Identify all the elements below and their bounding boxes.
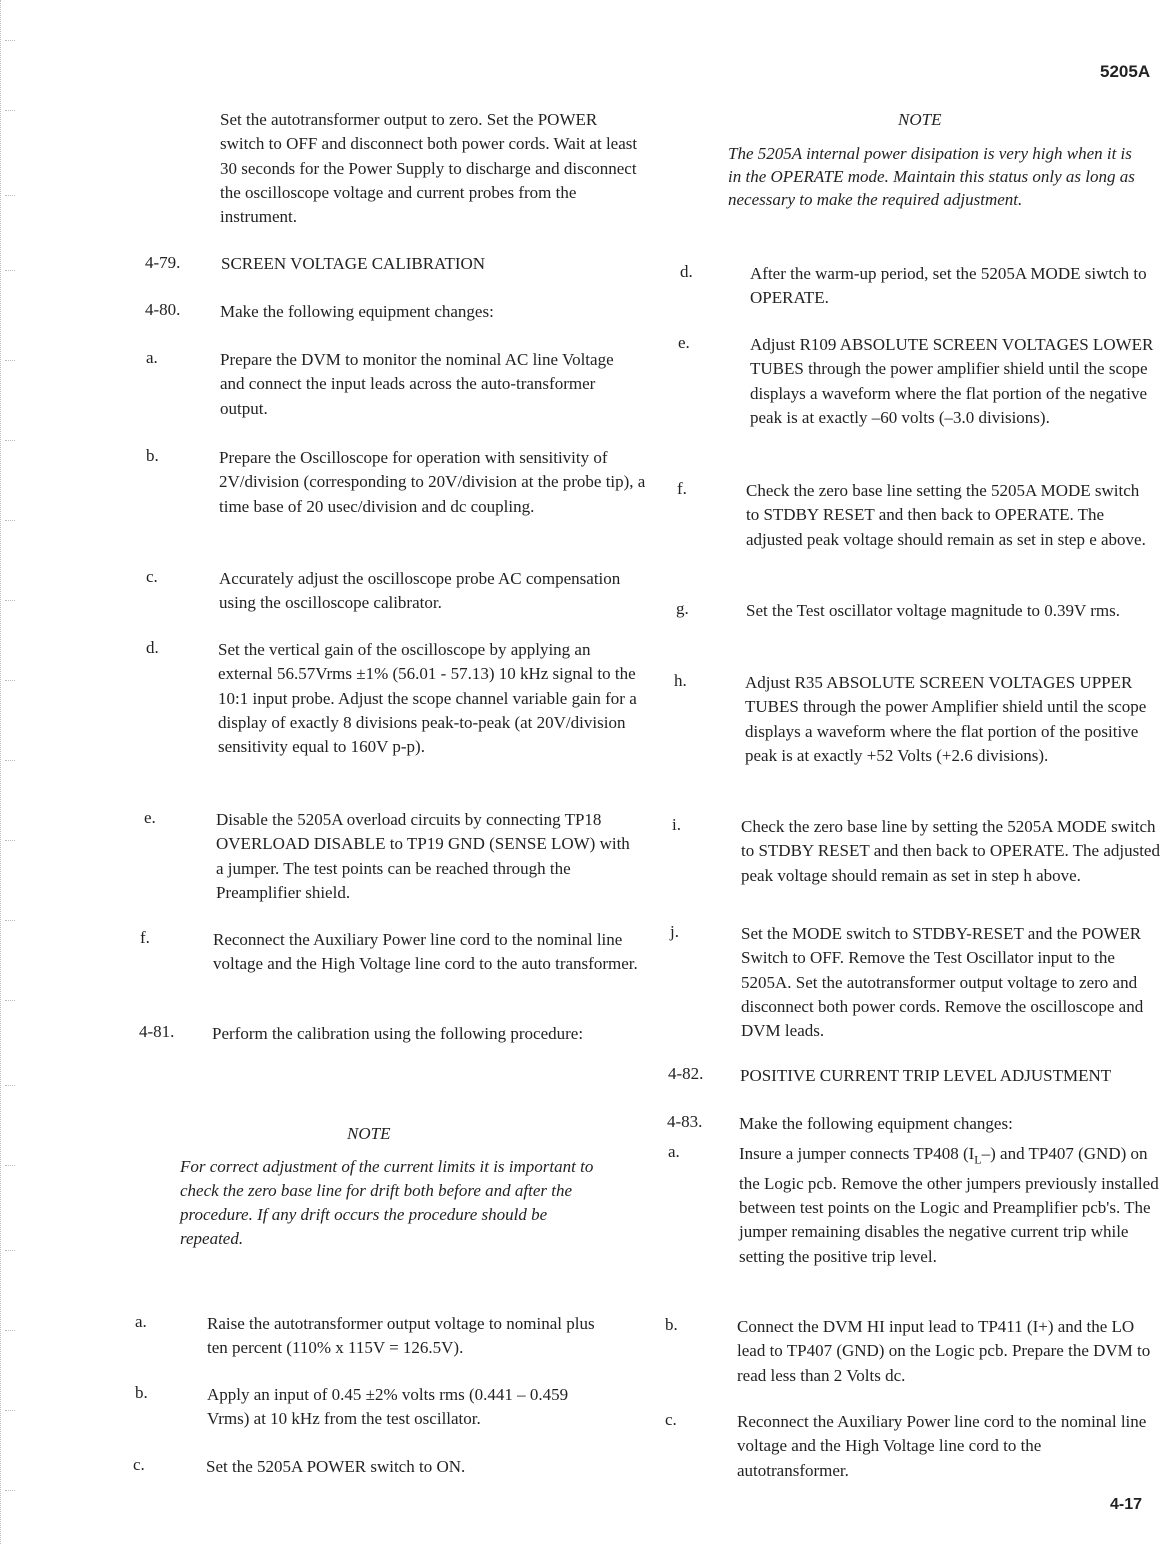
step-label: i. xyxy=(672,815,681,834)
step-text: Check the zero base line setting the 5205A MODE switch to STDBY RESET and then back to OPERATE. The adjusted peak voltage should remain as set in step e above. xyxy=(746,481,1146,549)
step-text: Set the 5205A POWER switch to ON. xyxy=(206,1457,466,1476)
step-label: c. xyxy=(665,1410,677,1429)
step-text xyxy=(739,1142,1164,1269)
step-text: Check the zero base line by setting the 5205A MODE switch to STDBY RESET and then back to OPERATE. The adjusted peak voltage should remain as set in step h above. xyxy=(741,817,1160,885)
step-text-part: –) and TP407 (GND) on the Logic pcb. Remove the other jumpers previously installed between test points on the Logic and Preamplifier pcb's. The jumper remaining disables the negative current trip while setting the positive trip level. xyxy=(739,1144,1159,1266)
section-number: 4-80. xyxy=(145,300,181,319)
binding-edge xyxy=(0,0,23,1544)
intro-paragraph: Set the autotransformer output to zero. Set the POWER switch to OFF and disconnect both power cords. Wait at least 30 seconds for the Power Supply to discharge and disconnect the oscilloscope voltage and current probes from the instrument. xyxy=(220,110,638,227)
step-label: b. xyxy=(135,1383,148,1402)
step-text: Set the Test oscillator voltage magnitude to 0.39V rms. xyxy=(746,601,1121,620)
note-text: The 5205A internal power disipation is very high when it is in the OPERATE mode. Maintain this status only as long as necessary to make the required adjustment. xyxy=(728,144,1135,209)
step-label: j. xyxy=(670,922,679,941)
step-label: d. xyxy=(680,262,693,281)
step-label: c. xyxy=(146,567,158,586)
step-label: f. xyxy=(140,928,150,947)
model-header: 5205A xyxy=(1100,62,1151,81)
step-text: Set the vertical gain of the oscilloscope by applying an external 56.57Vrms ±1% (56.01 - 57.13) 10 kHz signal to the 10:1 input probe. Adjust the scope channel variable gain for a display of exactly 8 divisions peak-to-peak (at 20V/division sensitivity equal to 160V p-p). xyxy=(218,640,637,757)
subscript-l: L xyxy=(974,1152,982,1167)
step-text: Set the MODE switch to STDBY-RESET and the POWER Switch to OFF. Remove the Test Oscillator input to the 5205A. Set the autotransformer output voltage to zero and disconnect both power cords. Remove the oscilloscope and DVM leads. xyxy=(741,924,1144,1041)
step-label: a. xyxy=(146,348,158,367)
step-label: a. xyxy=(668,1142,680,1161)
section-number: 4-81. xyxy=(139,1022,175,1041)
step-text: Raise the autotransformer output voltage to nominal plus ten percent (110% x 115V = 126.5V). xyxy=(207,1314,595,1358)
section-text: Perform the calibration using the following procedure: xyxy=(212,1024,584,1043)
note-title: NOTE xyxy=(347,1124,391,1143)
step-text-part: Insure a jumper connects TP408 (I xyxy=(739,1144,975,1163)
step-text: Prepare the Oscilloscope for operation with sensitivity of 2V/division (corresponding to 20V/division at the probe tip), a time base of 20 usec/division and dc coupling. xyxy=(219,448,646,516)
step-label: f. xyxy=(677,479,687,498)
step-text: Adjust R109 ABSOLUTE SCREEN VOLTAGES LOWER TUBES through the power amplifier shield until the scope displays a waveform where the flat portion of the negative peak is at exactly –60 volts (–3.0 divisions). xyxy=(750,335,1154,427)
section-title: POSITIVE CURRENT TRIP LEVEL ADJUSTMENT xyxy=(740,1066,1112,1085)
step-text: Connect the DVM HI input lead to TP411 (I+) and the LO lead to TP407 (GND) on the Logic pcb. Prepare the DVM to read less than 2 Volts dc. xyxy=(737,1317,1151,1385)
page-number: 4-17 xyxy=(1110,1496,1143,1513)
step-label: e. xyxy=(678,333,690,352)
step-text: Reconnect the Auxiliary Power line cord to the nominal line voltage and the High Voltage line cord to the auto transformer. xyxy=(213,930,638,974)
note-title: NOTE xyxy=(898,110,942,129)
section-number: 4-83. xyxy=(667,1112,703,1131)
step-label: h. xyxy=(674,671,687,690)
step-text: Prepare the DVM to monitor the nominal AC line Voltage and connect the input leads across the auto-transformer output. xyxy=(220,350,614,418)
step-label: a. xyxy=(135,1312,147,1331)
step-text: Reconnect the Auxiliary Power line cord to the nominal line voltage and the High Voltage line cord to the autotransformer. xyxy=(737,1412,1147,1480)
step-label: b. xyxy=(146,446,159,465)
step-text: Accurately adjust the oscilloscope probe AC compensation using the oscilloscope calibrator. xyxy=(219,569,621,613)
section-title: SCREEN VOLTAGE CALIBRATION xyxy=(221,254,486,273)
note-text: For correct adjustment of the current limits it is important to check the zero base line for drift both before and after the procedure. If any drift occurs the procedure should be repeated. xyxy=(180,1157,594,1248)
step-text: Apply an input of 0.45 ±2% volts rms (0.441 – 0.459 Vrms) at 10 kHz from the test oscillator. xyxy=(207,1385,569,1429)
step-text: Adjust R35 ABSOLUTE SCREEN VOLTAGES UPPER TUBES through the power Amplifier shield until the scope displays a waveform where the flat portion of the positive peak is at exactly +52 Volts (+2.6 divisions). xyxy=(745,673,1147,765)
step-label: b. xyxy=(665,1315,678,1334)
step-text: Disable the 5205A overload circuits by connecting TP18 OVERLOAD DISABLE to TP19 GND (SENSE LOW) with a jumper. The test points can be reached through the Preamplifier shield. xyxy=(216,810,630,902)
section-number: 4-79. xyxy=(145,253,181,272)
step-label: e. xyxy=(144,808,156,827)
section-text: Make the following equipment changes: xyxy=(220,302,494,321)
step-label: d. xyxy=(146,638,159,657)
step-label: c. xyxy=(133,1455,145,1474)
section-text: Make the following equipment changes: xyxy=(739,1114,1013,1133)
step-text: After the warm-up period, set the 5205A MODE siwtch to OPERATE. xyxy=(750,264,1147,308)
section-number: 4-82. xyxy=(668,1064,704,1083)
step-label: g. xyxy=(676,599,689,618)
